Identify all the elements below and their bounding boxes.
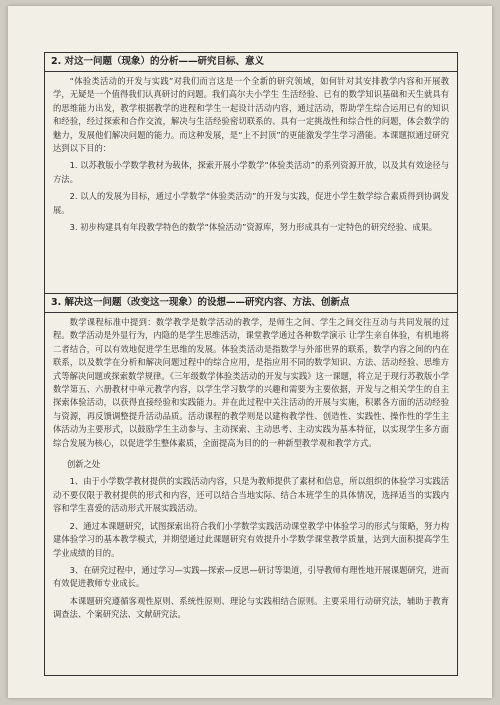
- goal-item: 1. 以苏教版小学数学教材为载体，探索开展小学数学“体验类活动”的系列资源开放，以及其有效途径与方法。: [53, 160, 449, 184]
- innovation-item: 2、通过本课题研究，试图探索出符合我们小学数学实践活动课堂教学中体验学习的形式与策略，努力构建体验学习的基本教学模式，并期望通过此课题研究有效提升小学数学课堂教学质量，达到大面积提高学生学业成绩的目的。: [53, 520, 449, 558]
- form-table: [44, 52, 458, 676]
- goal-item: 3. 初步构建具有年段教学特色的数学“体验活动”资源库，努力形成具有一定特色的研究经验、成果。: [69, 222, 438, 233]
- methods-paragraph: 本课题研究遵循客观性原则、系统性原则、理论与实践相结合原则。主要采用行动研究法，辅助于教育调查法、个案研究法、文献研究法。: [53, 595, 449, 620]
- paper-sheet: [8, 6, 492, 698]
- content-paragraph: 数学课程标准中提到：数学教学是数学活动的教学，是师生之间、学生之间交往互动与共同发展的过程。数学活动是外显行为，内隐的是学生思维活动，课堂教学通过各种数学演示 让学生亲自体验，有机地将二者结合，可以有效地促进学生思维的发展。体验类活动是指数学与外部世界的联系，数学内容之间的内在联系，以及数学在分析和解决问题过程中的综合应用，是指应用不同的数学知识、方法、活动经验、思维方式等解决问题或探索数学规律。《三年级数学体验类活动的开发与实践》这一课题，将立足于现行苏教版小学数学第五、六册教材中单元教学内容，以学生学习数学的兴趣和需要为主要依据，开发与之相关学生的自主探索体验活动，以获得直接经验和实践能力。并在此过程中关注活动的开展与实施，积累各方面的活动经验与资源，再反馈调整提升活动品质。活动课程的教学则是以建构教学性、创造性、实践性、操作性的学生主体活动为主要形式，以鼓励学生主动参与、主动探索、主动思考、主动实践为基本特征，以实现学生多方面综合发展为核心，以促进学生整体素质，全面提高为目的的一种新型教学观和教学方式。: [53, 317, 449, 448]
- section-heading: 3. 解决这一问题（改变这一现象）的设想——研究内容、方法、创新点: [45, 294, 457, 313]
- section-body: [45, 313, 457, 622]
- innovation-item: 3、在研究过程中，通过学习—实践—探索—反思—研讨等渠道，引导教师有理性地开展课题研究，进而有效促进教师专业成长。: [53, 564, 449, 589]
- intro-paragraph: “体验类活动的开发与实践”对我们而言这是一个全新的研究领域，如何针对其安排教学内容和开展教学，无疑是一个值得我们认真研讨的问题。我们高尔夫小学生 生活经验、已有的数学知识基础和天生就具有的思维能力出发，教学根据教学的进程和学生一起设计活动内容，通过活动，帮助学生综合运用已有的知识和经验，经过探索和合作交流，解决与生活经验密切联系的、具有一定挑战性和综合性的问题，体会数学的魅力，发展他们解决问题的能力。而这种发展，是“上不封顶”的更能激发学生学习潜能。本课题拟通过研究达到以下目的：: [53, 76, 449, 154]
- section-heading: 2. 对这一问题（现象）的分析——研究目标、意义: [45, 53, 457, 72]
- section-analysis: [45, 53, 457, 293]
- innovation-item: 1、由于小学数学教材提供的实践活动内容，只是为教师提供了素材和信息，所以组织的体验学习实践活动不要仅限于教材提供的形式和内容，还可以结合当地实际、结合本班学生的具体情况，选择适当的实践内容和学生喜爱的活动形式开展实践活动。: [53, 476, 449, 514]
- innovation-heading: 创新之处: [67, 459, 101, 470]
- section-plan: [45, 293, 457, 676]
- goal-item: 2. 以人的发展为目标，通过小学数学“体验类活动”的开发与实践，促进小学生数学综合素质得到协调发展。: [53, 191, 449, 215]
- section-body: [45, 72, 457, 234]
